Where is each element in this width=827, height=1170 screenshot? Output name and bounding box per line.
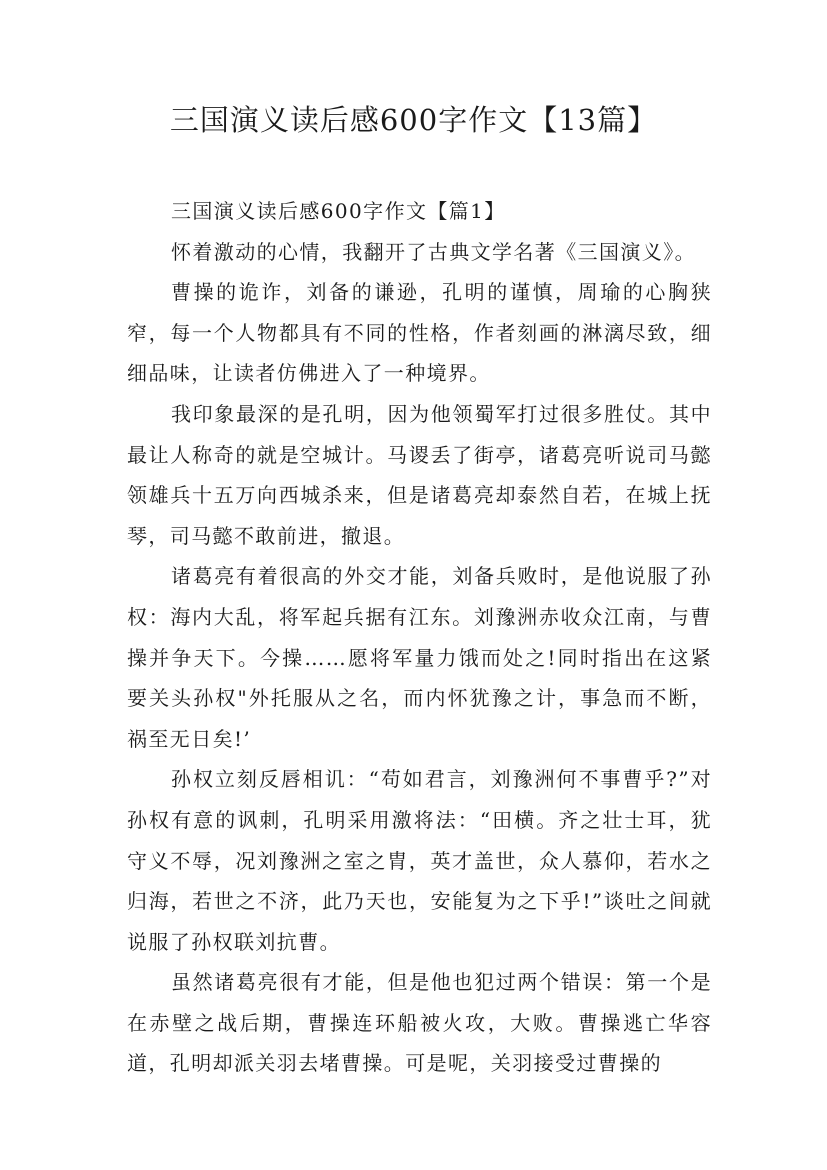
- paragraph: 我印象最深的是孔明，因为他领蜀军打过很多胜仗。其中最让人称奇的就是空城计。马谡丢了街亭，诸葛亮听说司马懿领雄兵十五万向西城杀来，但是诸葛亮却泰然自若，在城上抚琴，司马懿不敢前进，撤退。: [127, 401, 712, 548]
- document-body: [127, 191, 712, 1084]
- paragraph: 怀着激动的心情，我翻开了古典文学名著《三国演义》。: [171, 239, 696, 264]
- paragraph: 孙权立刻反唇相讥：“苟如君言，刘豫洲何不事曹乎?”对孙权有意的讽刺，孔明采用激将法：“田横。齐之壮士耳，犹守义不辱，况刘豫洲之室之胄，英才盖世，众人慕仰，若水之归海，若世之不济，此乃天也，安能复为之下乎!”谈吐之间就说服了孙权联刘抗曹。: [127, 767, 712, 954]
- paragraph: 诸葛亮有着很高的外交才能，刘备兵败时，是他说服了孙权：海内大乱，将军起兵据有江东。刘豫洲赤收众江南，与曹操并争天下。今操……愿将军量力饿而处之!同时指出在这紧要关头孙权"外托服从之名，而内怀犹豫之计，事急而不断，祸至无日矣!’: [127, 564, 712, 751]
- paragraph: 曹操的诡诈，刘备的谦逊，孔明的谨慎，周瑜的心胸狭窄，每一个人物都具有不同的性格，作者刻画的淋漓尽致，细细品味，让读者仿佛进入了一种境界。: [127, 280, 712, 386]
- paragraph: 虽然诸葛亮很有才能，但是他也犯过两个错误：第一个是在赤壁之战后期，曹操连环船被火攻，大败。曹操逃亡华容道，孔明却派关羽去堵曹操。可是呢，关羽接受过曹操的: [127, 970, 712, 1076]
- document-title: 三国演义读后感600字作文【13篇】: [169, 103, 658, 137]
- section-heading: 三国演义读后感600字作文【篇1】: [171, 199, 506, 223]
